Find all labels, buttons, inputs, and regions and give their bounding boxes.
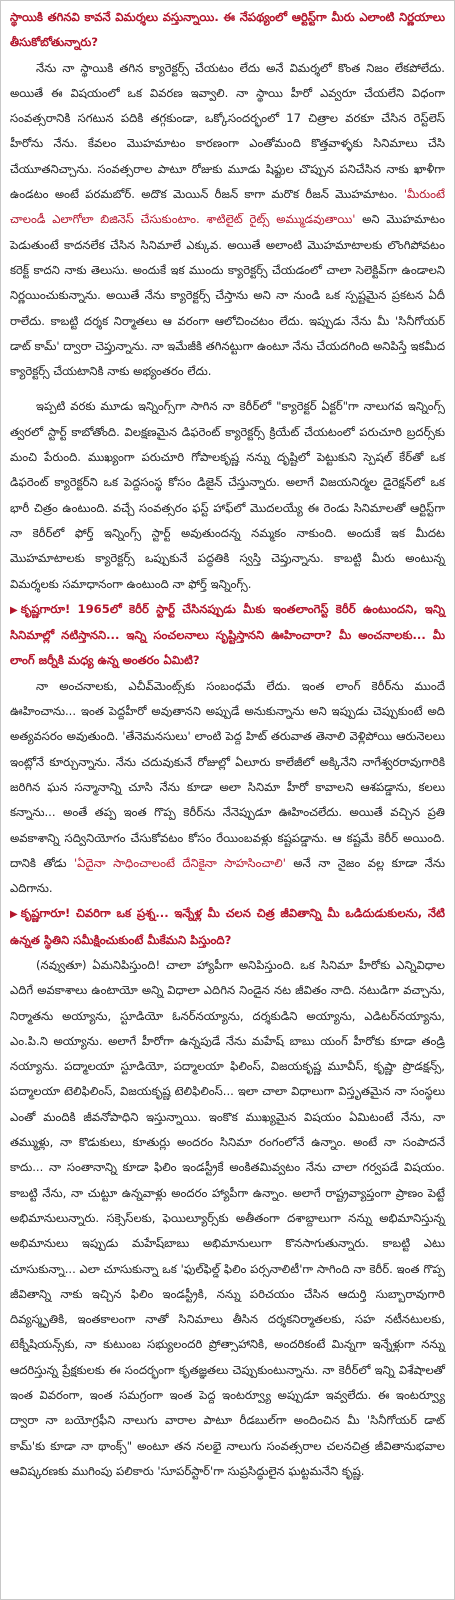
question-3-text: కృష్ణగారూ! చివరిగా ఒక ప్రశ్న... ఇన్నేళ్ల మీ చలన చిత్ర జీవితాన్ని మీ ఒడిదుడుకులను, నేటి ఉన్నత స్థితిని సమీక్షించుకుంటే మీకేమని పిస్తుంది? bbox=[10, 906, 445, 947]
answer-1-text-cont: అని మొహమాటం పెడుతుంటే కాదనలేక చేసిన సినిమాలే ఎక్కువ. అయితే అలాంటి మొహమాటాలకు లొంగిపోవటం కరెక్ట్ కాదని నాకు తెలుసు. అందుకే ఇక ముందు క్యారెక్టర్స్ చేయడంలో చాలా సెలెక్టివ్‌గా ఉండాలని నిర్ణయించుకున్నాను. అయితే నేను క్యారెక్టర్స్ చేస్తాను అని నా నుండి ఒక స్పష్టమైన ప్రకటన ఏదీ రాలేదు. కాబట్టి దర్శక నిర్మాతలు ఆ వరంగా ఆలోచించటం లేదు. ఇప్పుడు నేను మీ 'సినీగోయర్ డాట్ కామ్' ద్వారా చెప్తున్నాను. నా ఇమేజీకి తగినట్టుగా ఉంటూ నేను చేయదగింది అనిపిస్తే ఇకమీద క్యారెక్టర్స్ చేయటానికి నాకు అభ్యంతరం లేదు. bbox=[10, 212, 445, 379]
answer-1-text: నేను నా స్థాయికి తగిన క్యారెక్టర్స్ చేయటం లేదు అనే విమర్శలో కొంత నిజం లేకపోలేదు. అయితే ఈ విషయంలో ఒక వివరణ ఇవ్వాలి. నా స్థాయి హీరో ఎవ్వరూ చేయలేని విధంగా సంవత్సరానికి సగటున పదికి తగ్గకుండా, ఒక్కోసందర్భంలో 17 చిత్రాల వరకూ చేసిన రెస్ట్‌లెస్ హీరోను నేను. కేవలం మొహమాటం కారణంగా ఎంతోమంది కొత్తవాళ్ళకు సినిమాలు చేసి చేయూతనిచ్చాను. సంవత్సరాల పాటూ రోజుకు మూడు షిఫ్టుల చొప్పున పనిచేసిన నాకు ఖాళీగా ఉండటం అంటే పరమబోర్. అదొక మెయిన్ రీజన్ కాగా మరొక రీజన్ మొహమాటం. bbox=[10, 60, 445, 202]
question-marker-icon: ▶ bbox=[10, 909, 18, 921]
question-3 bbox=[10, 901, 445, 953]
question-1: స్థాయికి తగినవి కావనే విమర్శలు వస్తున్నాయి. ఈ నేపథ్యంలో ఆర్టిస్ట్‌గా మీరు ఎలాంటి నిర్ణయాలు తీసుకోబోతున్నారు? bbox=[10, 10, 445, 50]
answer-1-paragraph-1 bbox=[10, 56, 445, 385]
answer-2-paragraph bbox=[10, 674, 445, 902]
answer-2-text: నా అంచనాలకు, ఎచీవ్‌మెంట్స్‌కు సంబంధమే లేదు. ఇంత లాంగ్ కెరీర్‌ను ముందే ఊహించాను... ఇంత పెద్దహీరో అవుతానని అప్పుడే అనుకున్నాను అని ఇప్పుడు చెప్పుకుంటే అది అత్యవసరం అవుతుంది. 'తేనెమనసులు' లాంటి పెద్ద హిట్ తరువాత తెనాలి వెళ్లిపోయి ఆరునెలలు ఇంట్లోనే కూర్చున్నాను. నేను చదువుకునే రోజుల్లో ఏలూరు కాలేజీలో అక్కినేని నాగేశ్వరరావుగారికి జరిగిన ఘన సన్మానాన్ని చూసి నేను కూడా అలా సినిమా హీరో కావాలని ఆశపడ్డాను, కలలు కన్నాను... అంతే తప్ప ఇంత గొప్ప కెరీర్‌ను నేనెప్పుడూ ఊహించలేదు. అయితే వచ్చిన ప్రతి అవకాశాన్ని సద్వినియోగం చేసుకోవటం కోసం రేయింబవళ్లు కష్టపడ్డాను. ఆ కష్టమే కెరీర్ అయింది. దానికి తోడు bbox=[10, 678, 445, 870]
answer-3-paragraph: (నవ్వుతూ) ఏమనిపిస్తుంది! చాలా హ్యాపీగా అనిపిస్తుంది. ఒక సినిమా హీరోకు ఎన్నివిధాల ఎదిగే అవకాశాలు ఉంటాయో అన్ని విధాలా ఎదిగిన నిండైన నట జీవితం నాది. నటుడిగా వచ్చాను, నిర్మాతను అయ్యాను, స్టూడియో ఓనర్‌నయ్యాను, దర్శకుడిని అయ్యాను, ఎడిటర్‌నయ్యాను, ఎం.పి.ని అయ్యాను. అలాగే హీరోగా ఉన్నపుడే నేను మహేష్ బాబు యంగ్ హీరోకు కూడా తండ్రి నయ్యాను. పద్మాలయా స్టూడియో, పద్మాలయా ఫిలింస్, విజయకృష్ణ మూవీస్, కృష్ణా ప్రొడక్షన్స్, పద్మాలయా టెలిఫిలింస్, విజయకృష్ణ టెలిఫిలింస్... ఇలా చాలా విధాలుగా విస్తృతమైన నా సంస్థలు ఎంతో మందికి జీవనోపాధిని ఇస్తున్నాయి. ఇంకొక ముఖ్యమైన విషయం ఏమిటంటే నేను, నా తమ్ముళ్లు, నా కొడుకులు, కూతుర్లు అందరం సినిమా రంగంలోనే ఉన్నాం. అంటే నా సంపాదనే కాదు... నా సంతానాన్ని కూడా ఫిలిం ఇండస్ట్రీకే అంకితమివ్వటం నేను చాలా గర్వపడే విషయం. కాబట్టి నేను, నా చుట్టూ ఉన్నవాళ్లు అందరం హ్యాపీగా ఉన్నాం. అలాగే రాష్ట్రవ్యాప్తంగా ప్రాణం పెట్టే అభిమానులున్నారు. సక్సెస్‌లకు, ఫెయిల్యూర్స్‌కు అతీతంగా దశాబ్దాలుగా నన్ను అభిమానిస్తున్న అభిమానులు ఇప్పుడు మహేష్‌బాబు అభిమానులుగా కొనసాగుతున్నారు. కాబట్టి ఎటు చూసుకున్నా... ఎలా చూసుకున్నా ఒక 'ఫుల్‌ఫిల్డ్ ఫిలిం పర్సనాలిటీ'గా సాగింది నా కెరీర్. ఇంత గొప్ప జీవితాన్ని నాకు ఇచ్చిన ఫిలిం ఇండస్ట్రీకి, నన్ను పరిచయం చేసిన ఆదుర్తి సుబ్బారావుగారి దివ్యస్మృతికి, ఇంతకాలంగా నాతో సినిమాలు తీసిన దర్శకనిర్మాతలకు, సహ నటీనటులకు, టెక్నీషియన్స్‌కు, నా కుటుంబ సభ్యులందరి ప్రోత్సాహానికి, అందరికంటే మిన్నగా ఇన్నేళ్లుగా నన్ను ఆదరిస్తున్న ప్రేక్షకులకు ఈ సందర్భంగా కృతజ్ఞతలు చెప్పుకుంటున్నాను. నా కెరీర్‌లో ఇన్ని విశేషాలతో ఇంత వివరంగా, ఇంత సమగ్రంగా ఇంత పెద్ద ఇంటర్వ్యూ అప్పుడూ ఇవ్వలేదు. ఈ ఇంటర్వ్యూ ద్వారా నా బయోగ్రఫీని నాలుగు వారాల పాటూ రీడబుల్‌గా అందించిన మీ 'సినీగోయర్ డాట్ కామ్'కు కూడా నా థాంక్స్" అంటూ తన నలభై నాలుగు సంవత్సరాల చలనచిత్ర జీవితానుభవాల ఆవిష్కరణకు ముగింపు పలికారు 'సూపర్‌స్టార్'గా సుప్రసిద్ధులైన ఘట్టమనేని కృష్ణ. bbox=[10, 957, 446, 1478]
answer-1-quote: 'మీరుంటే చాలండీ ఎలాగోలా బిజినెస్ చేసుకుంటాం. శాటిలైట్ రైట్స్ అమ్ముడవుతాయి' bbox=[10, 187, 445, 227]
answer-1-paragraph-2: ఇప్పటి వరకు మూడు ఇన్నింగ్స్‌గా సాగిన నా కెరీర్‌లో "క్యారెక్టర్ ఏక్టర్"గా నాలుగవ ఇన్నింగ్స్ త్వరలో స్టార్ట్ కాబోతోంది. విలక్షణమైన డిఫరెంట్ క్యారెక్టర్స్ క్రియేట్ చేయటంలో పరుచూరి బ్రదర్స్‌కు మంచి పేరుంది. ముఖ్యంగా పరుచూరి గోపాలకృష్ణ నన్ను దృష్టిలో పెట్టుకుని స్పెషల్ కేర్‌తో ఒక డిఫరెంట్ క్యారెక్టర్‌ని ఒక పెద్దసంస్థ కోసం డిజైన్ చేస్తున్నారు. అలాగే విజయనిర్మల డైరెక్షన్‌లో ఒక భారీ చిత్రం ఉంటుంది. వచ్చే సంవత్సరం ఫస్ట్ హాఫ్‌లో మొదలయ్యే ఈ రెండు సినిమాలతో ఆర్టిస్ట్‌గా నా కెరీర్‌లో ఫోర్త్ ఇన్నింగ్స్ స్టార్ట్ అవుతుందన్న నమ్మకం నాకుంది. అందుకే ఇక మీదట మొహమాటాలకు క్యారెక్టర్స్ ఒప్పుకునే పద్ధతికి స్వస్తి చెప్తున్నాను. కాబట్టి మీరు అంటున్న విమర్శలకు సమాధానంగా ఉంటుంది నా ఫోర్త్ ఇన్నింగ్స్. bbox=[10, 399, 445, 591]
answer-2-text-cont: అనే నా నైజం వల్ల కూడా నేను ఎదిగాను. bbox=[10, 855, 445, 896]
question-marker-icon: ▶ bbox=[10, 604, 18, 616]
question-2 bbox=[10, 597, 445, 674]
question-2-text: కృష్ణగారూ! 1965లో కెరీర్ స్టార్ట్ చేసినప్పుడు మీకు ఇంతలాంగెస్ట్ కెరీర్ ఉంటుందని, ఇన్ని సినిమాల్లో నటిస్తానని... ఇన్ని సంచలనాలు సృష్టిస్తానని ఊహించారా? మీ అంచనాలకు... మీ లాంగ్ జర్నీకి మధ్య ఉన్న అంతరం ఏమిటి? bbox=[10, 601, 445, 668]
answer-2-quote: 'ఏదైనా సాధించాలంటే దేనికైనా సాహసించాలి' bbox=[73, 855, 286, 870]
paragraph-gap bbox=[10, 384, 445, 394]
